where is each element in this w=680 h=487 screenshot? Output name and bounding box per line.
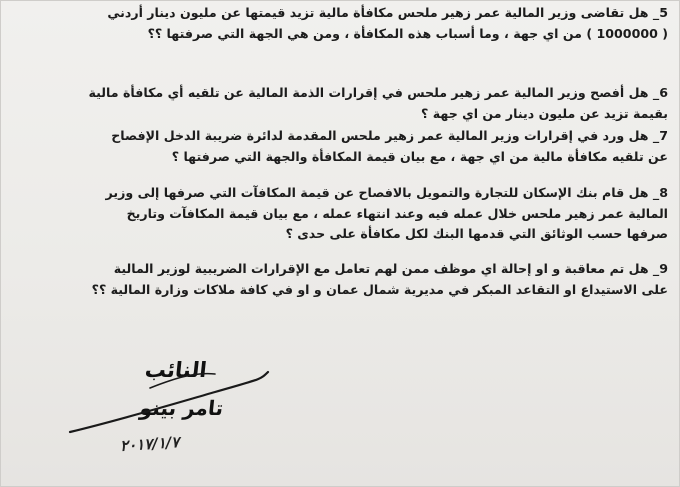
signature-name: تامر بينو [138, 396, 225, 420]
question-6-line-2: بقيمة تزيد عن مليون دينار من اي جهة ؟ [421, 105, 668, 121]
signature-title: النائب [143, 358, 208, 382]
question-7-line-2: عن تلقيه مكافأة مالية من اي جهة ، مع بيان قيمة المكافأة والجهة التي صرفتها ؟ [171, 148, 668, 164]
question-8-line-3: صرفها حسب الوثائق التي قدمها البنك لكل مكافأة على حدى ؟ [285, 226, 668, 241]
question-6-line-1: 6_ هل أفصح وزير المالية عمر زهير ملحس في إقرارات الذمة المالية عن تلقيه أي مكافأة مالية [88, 85, 668, 100]
question-9 [91, 259, 668, 300]
question-5-line-1: 5_ هل تقاضى وزير المالية عمر زهير ملحس مكافأة مالية تزيد قيمتها عن مليون دينار أردني [107, 5, 668, 20]
question-8-line-2: المالية عمر زهير ملحس خلال عمله فيه وعند انتهاء عمله ، مع بيان قيمة المكافآت وتاريخ [126, 205, 668, 221]
question-7 [111, 126, 668, 167]
signature-date: ٢٠١٧/١/٧ [119, 432, 180, 456]
question-7-line-1: 7_ هل ورد في إقرارات وزير المالية عمر زهير ملحس المقدمة لدائرة ضريبة الدخل الإفصاح [111, 128, 668, 143]
question-6 [88, 83, 668, 124]
question-8-line-1: 8_ هل قام بنك الإسكان للتجارة والتمويل بالافصاح عن قيمة المكافآت التي صرفها إلى وزير [105, 185, 668, 200]
question-9-line-1: 9_ هل تم معاقبة و او إحالة اي موظف ممن لهم تعامل مع الإقرارات الضريبية لوزير المالية [113, 261, 668, 276]
question-8 [105, 183, 668, 245]
question-5-line-2: ( 1000000 ) من اي جهة ، وما أسباب هذه المكافأة ، ومن هي الجهة التي صرفتها ؟؟ [147, 25, 668, 41]
question-5 [60, 3, 668, 44]
question-9-line-2: على الاستيداع او التقاعد المبكر في مديرية شمال عمان و او في كافة ملاكات وزارة المالية ؟؟ [91, 281, 668, 297]
